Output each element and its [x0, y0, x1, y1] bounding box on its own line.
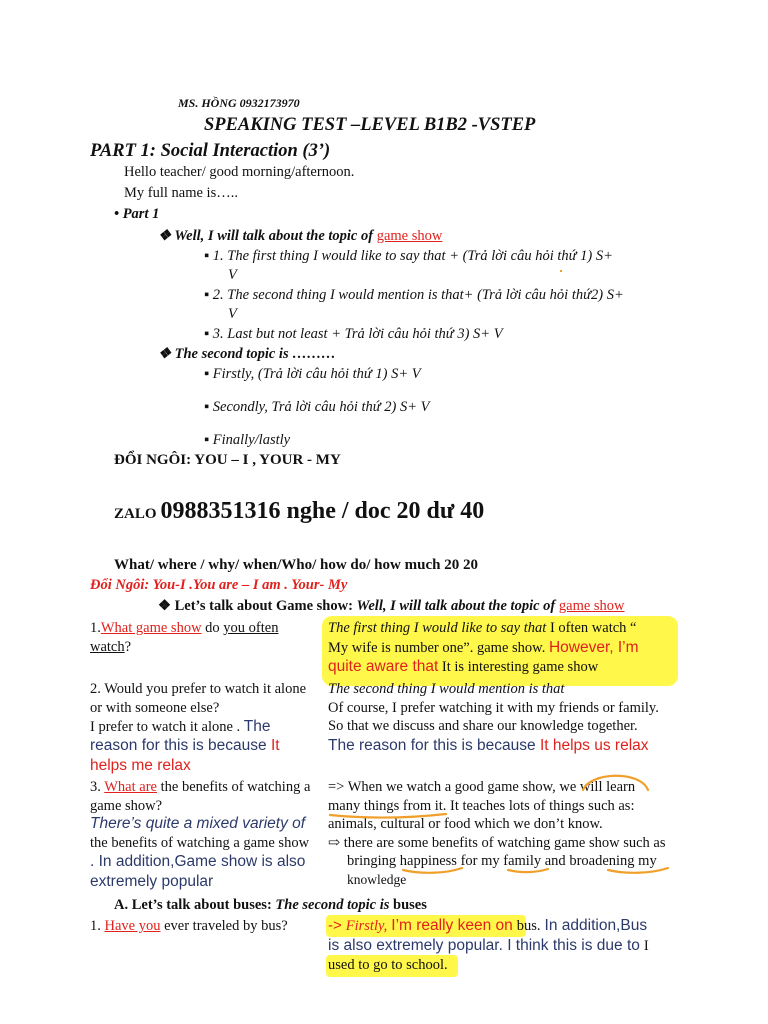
q1-you-often: you often — [223, 620, 279, 636]
broadening-underline — [608, 868, 668, 873]
game-show-heading-prefix: ❖ Let’s talk about Game show: — [158, 598, 353, 614]
zalo-number: 0988351316 nghe / doc 20 dư 40 — [160, 498, 485, 524]
a1-however: However, I’m — [548, 639, 639, 656]
buses-heading — [114, 897, 427, 914]
part1-heading: PART 1: Social Interaction (3’) — [90, 141, 331, 161]
q1-watch: watch — [90, 639, 125, 655]
a3-family: family — [503, 853, 542, 869]
q1-num: 1. — [90, 620, 101, 636]
q3-line3: There’s quite a mixed variety of — [90, 815, 306, 832]
bus-a-arrow: -> — [328, 917, 342, 934]
q2-line3-text: I prefer to watch it alone . — [90, 719, 241, 735]
topic-game-show: game show — [376, 228, 443, 244]
a2-line1: The second thing I would mention is that — [328, 681, 565, 697]
q2-line2: or with someone else? — [90, 700, 220, 716]
item3-line: ▪ 3. Last but not least + Trả lời câu hỏi thứ 3) S+ V — [204, 326, 503, 342]
bus-a-line1 — [328, 917, 647, 935]
q2-the: The — [243, 718, 271, 735]
a3-line3: animals, cultural or food which we don’t know. — [328, 816, 603, 832]
bus-q-rest: ever traveled by bus? — [164, 918, 288, 934]
buses-heading-end: buses — [393, 897, 427, 913]
a3-and: and — [544, 853, 566, 869]
q3-line6: extremely popular — [90, 873, 214, 890]
bus-a-line2 — [328, 937, 649, 955]
a3-happiness: happiness — [399, 853, 457, 869]
q1-red: What game show — [100, 620, 202, 636]
greeting-line: Hello teacher/ good morning/afternoon. — [124, 164, 355, 180]
game-show-heading-italic: Well, I will talk about the topic of — [356, 598, 556, 614]
full-name-line: My full name is….. — [124, 185, 238, 201]
item2-line2: V — [228, 306, 237, 322]
bus-a-popular: is also extremely popular. I think this is due to — [328, 937, 640, 954]
game-show-heading-highlight: game show — [558, 598, 625, 614]
a3-line4: ⇨ there are some benefits of watching game show such as — [328, 835, 666, 851]
a1-rest1: I often watch “ — [549, 620, 637, 636]
bus-a-bus: bus. — [516, 918, 541, 934]
part1-bullet: • Part 1 — [114, 206, 160, 222]
q2-line5: helps me relax — [90, 757, 191, 774]
a3-bringing: bringing — [347, 853, 397, 869]
a1-aware: quite aware that — [328, 658, 439, 675]
bus-a-keen: I’m really keen on — [391, 917, 513, 934]
buses-heading-prefix: A. Let’s talk about buses: — [114, 897, 272, 913]
bus-a-line3: used to go to school. — [328, 957, 448, 973]
doi-ngoi-red: Đổi Ngôi: You-I .You are – I am . Your- My — [90, 577, 348, 593]
q3-num: 3. — [90, 779, 101, 795]
bus-a-firstly: Firstly, — [345, 918, 388, 934]
finally-line: ▪ Finally/lastly — [204, 432, 291, 448]
zalo-label: ZALO — [114, 506, 157, 522]
a3-will-learn: will learn — [579, 779, 636, 795]
item1-line1: ▪ 1. The first thing I would like to say that + (Trả lời câu hỏi thứ 1) S+ — [204, 248, 613, 264]
a2-reason: The reason for this is because — [328, 737, 536, 754]
q3-line2: game show? — [90, 798, 163, 814]
many-things-underline — [330, 814, 446, 818]
a3-for-my: for my — [460, 853, 500, 869]
a2-line2: Of course, I prefer watching it with my friends or family. — [328, 700, 659, 716]
firstly-line: ▪ Firstly, (Trả lời câu hỏi thứ 1) S+ V — [204, 366, 421, 382]
buses-heading-italic: The second topic is — [275, 897, 390, 913]
a2-line3: So that we discuss and share our knowledge together. — [328, 718, 638, 734]
secondly-line: ▪ Secondly, Trả lời câu hỏi thứ 2) S+ V — [204, 399, 430, 415]
author-line: MS. HỒNG 0932173970 — [178, 96, 300, 110]
a3-line6: knowledge — [347, 872, 407, 887]
will-learn-arc — [583, 776, 648, 790]
q3-rest1: the benefits of watching a — [160, 779, 311, 795]
bus-a-in-addition: In addition,Bus — [544, 917, 648, 934]
a3-broadening: broadening — [569, 853, 635, 869]
a2-relax: It helps us relax — [539, 737, 649, 754]
second-topic-line: ❖ The second topic is ……… — [158, 346, 336, 362]
q1-mid: do — [205, 620, 220, 636]
bus-q-num: 1. — [90, 918, 101, 934]
q2-reason: reason for this is because — [90, 737, 267, 754]
a3-line2b: . It teaches lots of things such as: — [442, 798, 635, 814]
q1-end: ? — [124, 639, 132, 655]
a3-my: my — [638, 853, 657, 869]
bus-q1 — [90, 918, 288, 935]
q3-line5: . In addition,Game show is also — [90, 853, 306, 870]
topic-prefix: ❖ Well, I will talk about the topic of — [158, 228, 374, 244]
item1-line2: V — [228, 267, 237, 283]
page-title: SPEAKING TEST –LEVEL B1B2 -VSTEP — [204, 115, 536, 135]
q2-line1: 2. Would you prefer to watch it alone — [90, 681, 307, 697]
q3-red: What are — [104, 779, 157, 795]
a3-many-things: many things from it — [328, 798, 443, 814]
doi-ngoi-heading: ĐỔI NGÔI: YOU – I , YOUR - MY — [114, 452, 341, 468]
a3-line1a: => When we watch a good game show, we — [328, 779, 577, 795]
item2-line1: ▪ 2. The second thing I would mention is that+ (Trả lời câu hỏi thứ2) S+ — [204, 287, 624, 303]
happiness-underline — [403, 868, 462, 873]
bus-a-i: I — [643, 938, 649, 954]
family-underline — [508, 869, 548, 872]
bus-q-red: Have you — [104, 918, 161, 934]
a1-italic: The first thing I would like to say that — [328, 620, 547, 636]
q3-line4: the benefits of watching a game show — [90, 835, 310, 851]
q2-it: It — [270, 737, 280, 754]
a1-line2-text: My wife is number one”. game show. — [328, 640, 546, 656]
questions-line: What/ where / why/ when/Who/ how do/ how much 20 20 — [114, 557, 478, 573]
a1-interesting: It is interesting game show — [441, 659, 599, 675]
